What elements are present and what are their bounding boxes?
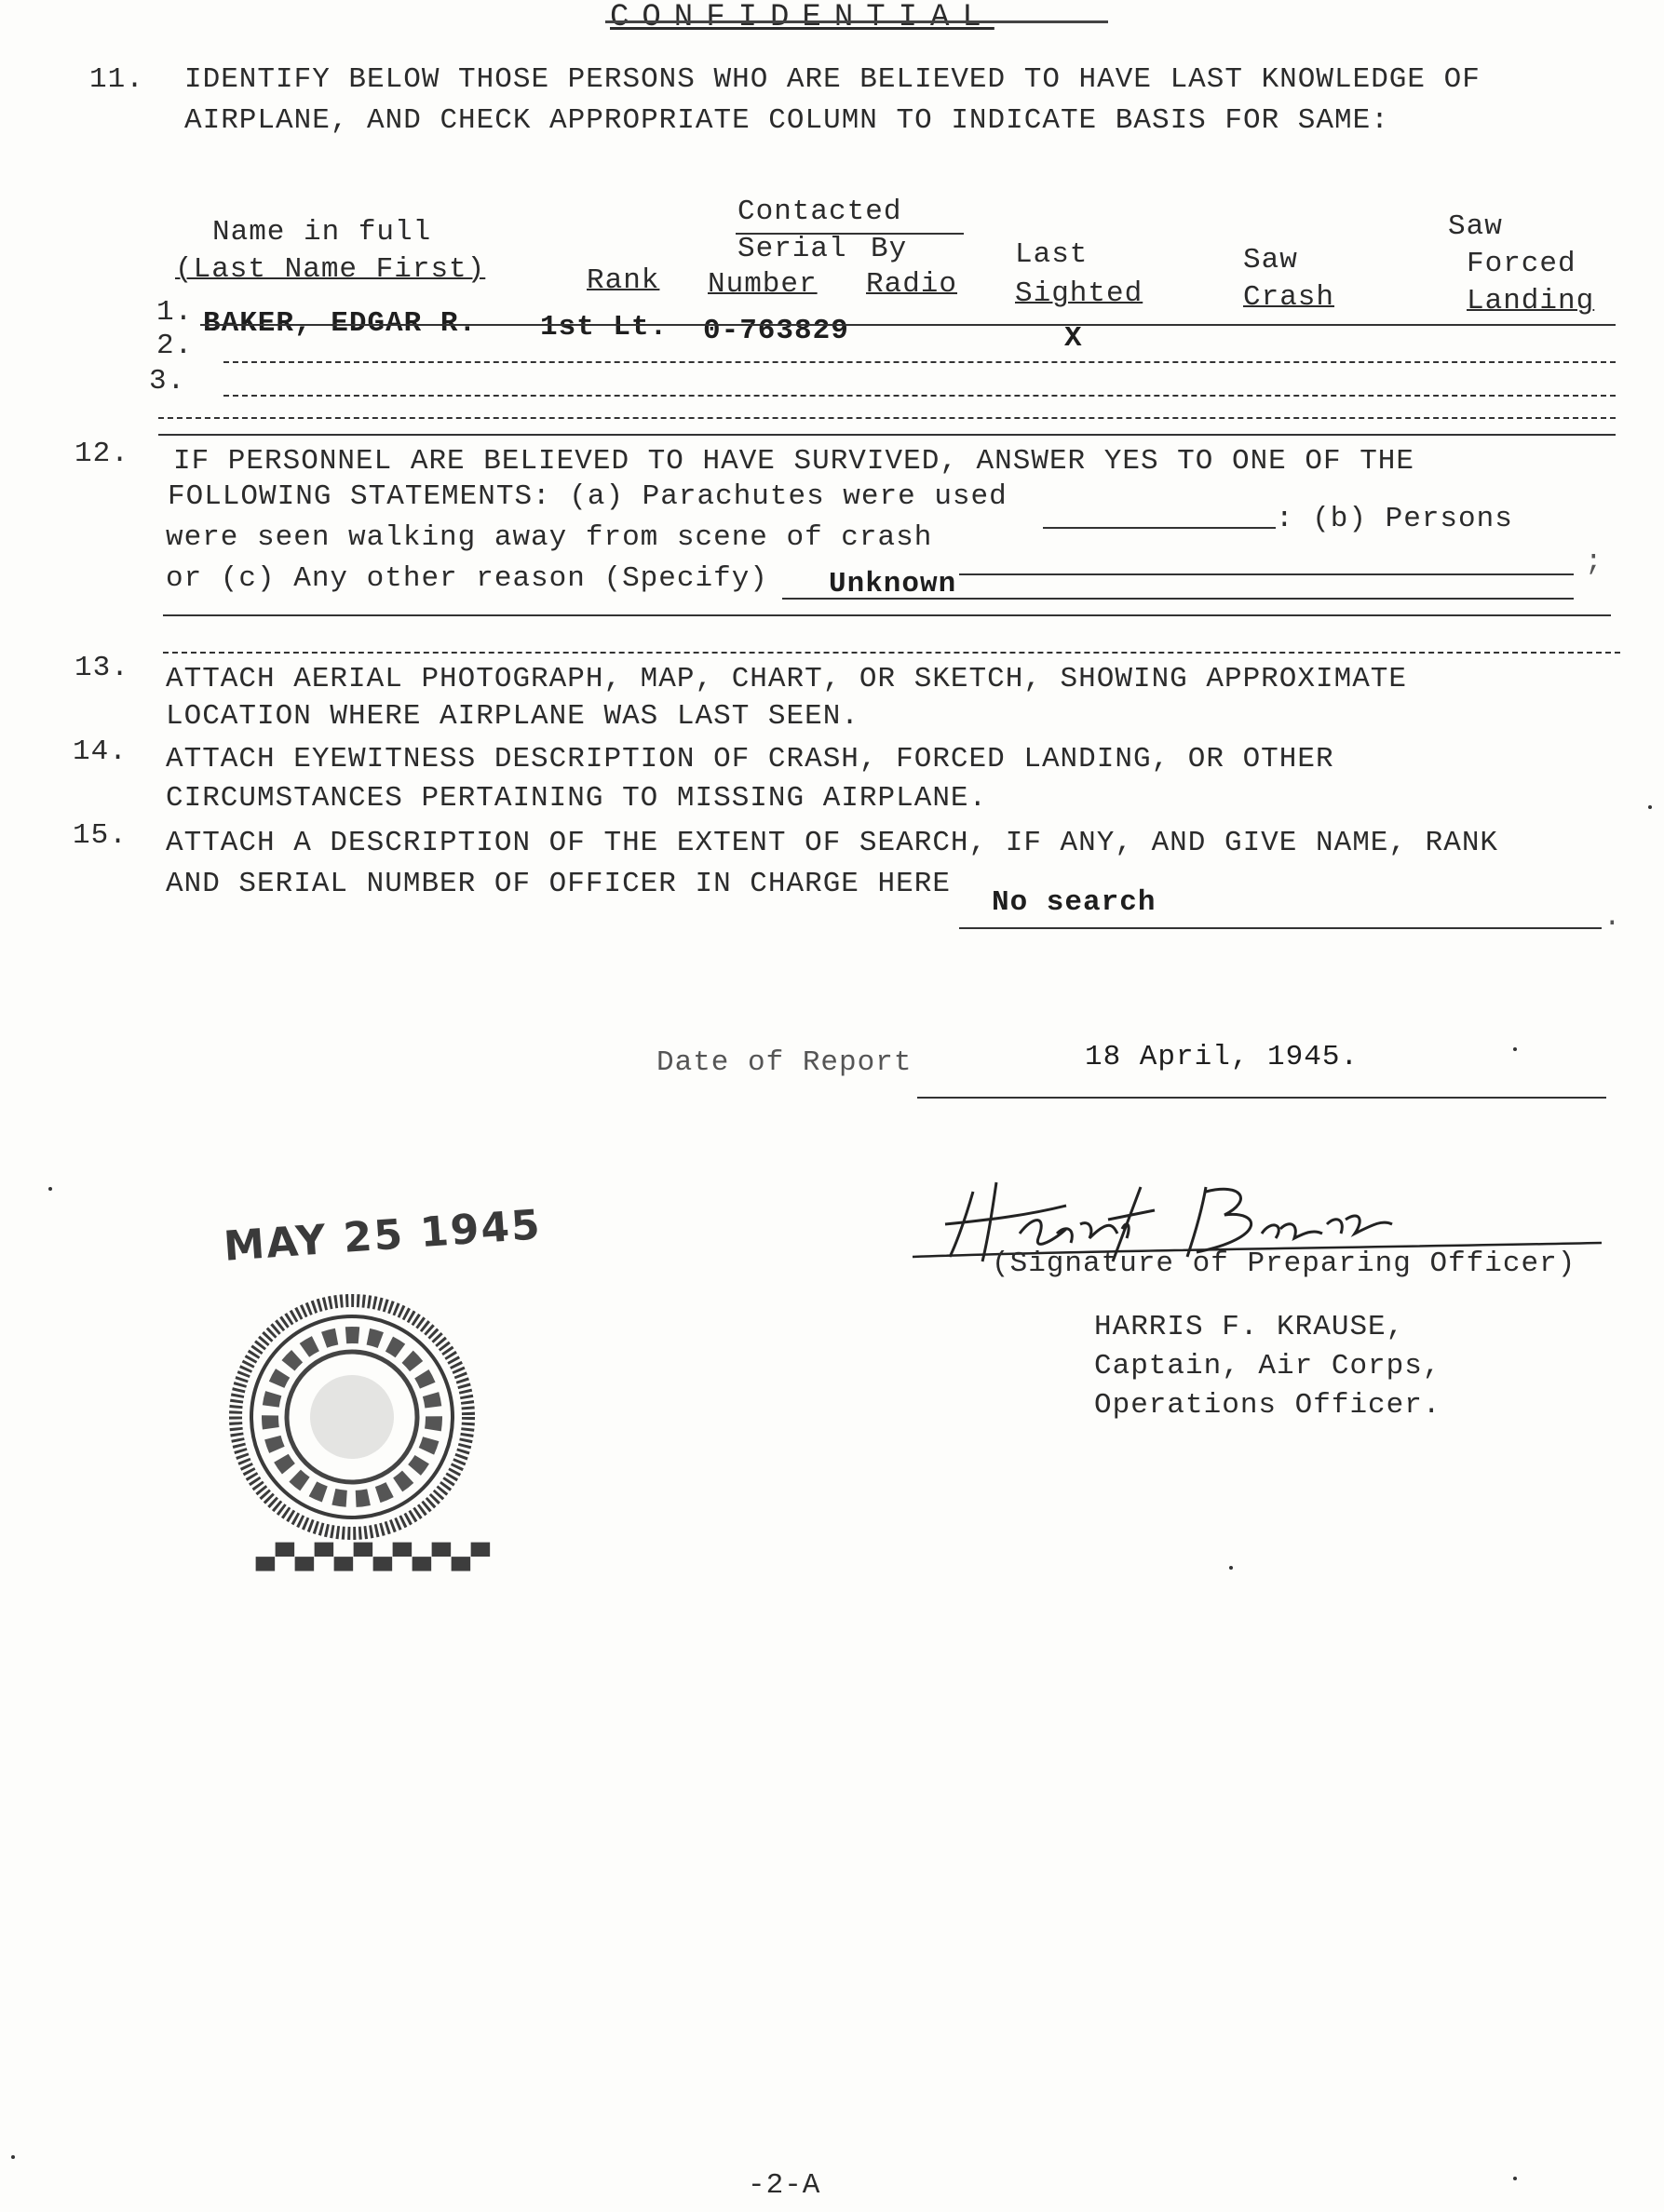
speck (48, 1187, 52, 1191)
seal-footer-mark: ▄▀▄▀▄▀▄▀▄▀▄▀ (256, 1544, 491, 1571)
col-by-line2: Radio (866, 268, 958, 301)
item-12-line2b: : (b) Persons (1276, 503, 1513, 535)
item-12-line2a: FOLLOWING STATEMENTS: (a) Parachutes were used (168, 480, 1008, 513)
col-saw-crash-line1: Saw (1243, 244, 1298, 276)
row-4-line (158, 434, 1616, 436)
row-1-name: BAKER, EDGAR R. (203, 307, 478, 340)
signature-caption: (Signature of Preparing Officer) (992, 1248, 1576, 1280)
speck (11, 2155, 15, 2159)
speck (1648, 805, 1652, 809)
item-12-line3: were seen walking away from scene of crash (166, 521, 933, 554)
received-date-stamp: MAY 25 1945 (222, 1201, 544, 1271)
col-rank: Rank (587, 264, 660, 297)
other-reason-blank (782, 598, 1574, 600)
col-serial-line1: Serial (737, 233, 847, 265)
row-1-number: 1. (156, 296, 194, 329)
item-13-line1: ATTACH AERIAL PHOTOGRAPH, MAP, CHART, OR SKETCH, SHOWING APPROXIMATE (166, 663, 1408, 695)
walking-blank (959, 573, 1574, 575)
item-15-end: . (1603, 901, 1622, 934)
row-1-last-sighted-mark: X (1064, 322, 1083, 355)
item-15-line1: ATTACH A DESCRIPTION OF THE EXTENT OF SEARCH, IF ANY, AND GIVE NAME, RANK (166, 827, 1499, 859)
item-12-number: 12. (74, 438, 129, 470)
speck (1513, 1047, 1517, 1051)
row-2-number: 2. (156, 330, 194, 362)
row-1-line (200, 324, 1616, 326)
item-12-extra-line (163, 614, 1611, 616)
header-strike (605, 20, 1108, 23)
col-forced-line1: Saw (1448, 210, 1503, 243)
page-number: -2-A (748, 2169, 821, 2202)
item-11-number: 11. (89, 63, 144, 96)
row-1-serial: 0-763829 (703, 315, 849, 347)
col-forced-line3: Landing (1467, 285, 1595, 317)
item-12-line1: IF PERSONNEL ARE BELIEVED TO HAVE SURVIVED, ANSWER YES TO ONE OF THE (173, 445, 1415, 478)
col-serial-line2: Number (708, 268, 818, 301)
report-date-line (917, 1097, 1606, 1099)
col-name-line1: Name in full (212, 216, 432, 249)
report-date-value: 18 April, 1945. (1085, 1041, 1360, 1073)
officer-name: HARRIS F. KRAUSE, (1094, 1311, 1405, 1343)
row-3b-line (158, 417, 1616, 419)
speck (1229, 1566, 1233, 1570)
speck (1513, 2177, 1517, 2180)
row-2-line (223, 361, 1616, 363)
item-13-line2: LOCATION WHERE AIRPLANE WAS LAST SEEN. (166, 700, 859, 733)
officer-title-line1: Captain, Air Corps, (1094, 1350, 1441, 1382)
row-1-rank: 1st Lt. (540, 311, 669, 344)
item-11-line1: IDENTIFY BELOW THOSE PERSONS WHO ARE BELIEVED TO HAVE LAST KNOWLEDGE OF (184, 63, 1481, 96)
row-3-number: 3. (149, 365, 186, 398)
col-name-line2: (Last Name First) (175, 253, 486, 286)
parachutes-blank (1043, 527, 1276, 529)
item-12-answer: Unknown (829, 568, 957, 600)
item-15-answer: No search (992, 886, 1157, 919)
item-15-number: 15. (73, 819, 128, 852)
col-forced-line2: Forced (1467, 248, 1576, 280)
col-contacted: Contacted (737, 196, 902, 228)
circular-seal (222, 1287, 482, 1547)
officer-title-line2: Operations Officer. (1094, 1389, 1441, 1422)
item-13-number: 13. (74, 652, 129, 684)
item-14-number: 14. (73, 735, 128, 768)
item-14-line2: CIRCUMSTANCES PERTAINING TO MISSING AIRPLANE. (166, 782, 988, 815)
col-last-line1: Last (1015, 238, 1089, 271)
item-12-line4: or (c) Any other reason (Specify) (166, 562, 768, 595)
row-3-line (223, 395, 1616, 397)
col-by-line1: By (871, 233, 908, 265)
report-date-label: Date of Report (656, 1046, 913, 1079)
item-14-line1: ATTACH EYEWITNESS DESCRIPTION OF CRASH, FORCED LANDING, OR OTHER (166, 743, 1334, 776)
col-saw-crash-line2: Crash (1243, 281, 1335, 314)
item-12-line3-end: ; (1585, 546, 1603, 578)
col-last-line2: Sighted (1015, 277, 1143, 310)
item-12-extra-line-2 (163, 652, 1620, 654)
item-11-line2: AIRPLANE, AND CHECK APPROPRIATE COLUMN TO INDICATE BASIS FOR SAME: (184, 104, 1389, 137)
item-15-blank (959, 927, 1602, 929)
seal-icon (222, 1287, 482, 1547)
item-15-line2: AND SERIAL NUMBER OF OFFICER IN CHARGE HERE (166, 868, 951, 900)
classification-header: CONFIDENTIAL (610, 0, 994, 35)
